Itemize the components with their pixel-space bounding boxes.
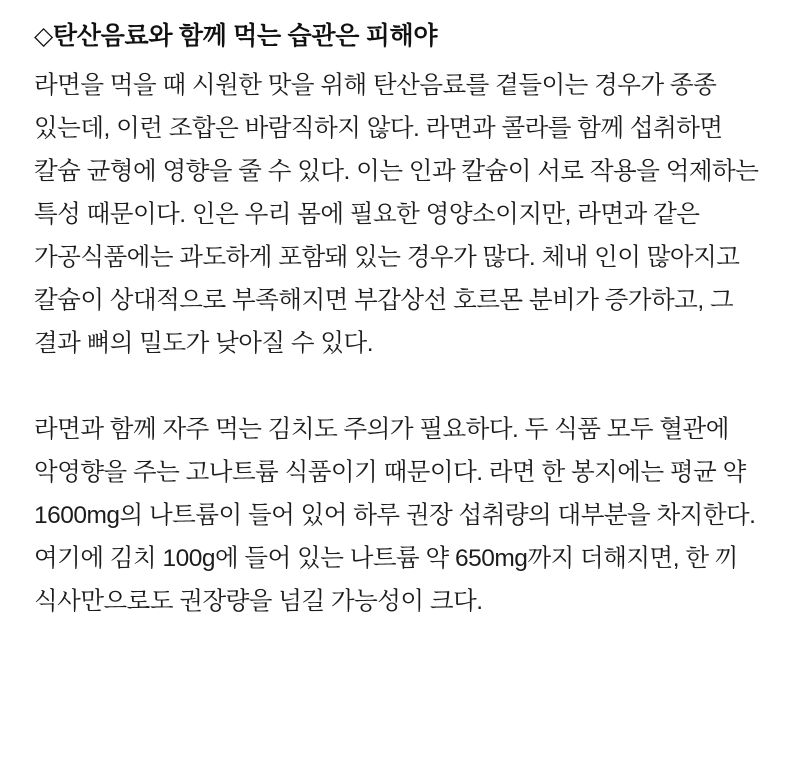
article-paragraph-1: 라면을 먹을 때 시원한 맛을 위해 탄산음료를 곁들이는 경우가 종종 있는데, 이런 조합은 바람직하지 않다. 라면과 콜라를 함께 섭취하면 칼슘 균형에 영향을 줄 수 있다. 이는 인과 칼슘이 서로 작용을 억제하는 특성 때문이다. 인은 우리 몸에 필요한 영양소이지만, 라면과 같은 가공식품에는 과도하게 포함돼 있는 경우가 많다. 체내 인이 많아지고 칼슘이 상대적으로 부족해지면 부갑상선 호르몬 분비가 증가하고, 그 결과 뼈의 밀도가 낮아질 수 있다. <box>34 71 765 357</box>
page-title: ◇탄산음료와 함께 먹는 습관은 피해야 <box>34 22 438 50</box>
paragraph-spacer <box>34 365 766 408</box>
article-paragraph-2: 라면과 함께 자주 먹는 김치도 주의가 필요하다. 두 식품 모두 혈관에 악영향을 주는 고나트륨 식품이기 때문이다. 라면 한 봉지에는 평균 약 1600mg의 나트륨이 들어 있어 하루 권장 섭취량의 대부분을 차지한다. 여기에 김치 100g에 들어 있는 나트륨 약 650mg까지 더해지면, 한 끼 식사만으로도 권장량을 넘길 가능성이 크다. <box>34 415 762 615</box>
